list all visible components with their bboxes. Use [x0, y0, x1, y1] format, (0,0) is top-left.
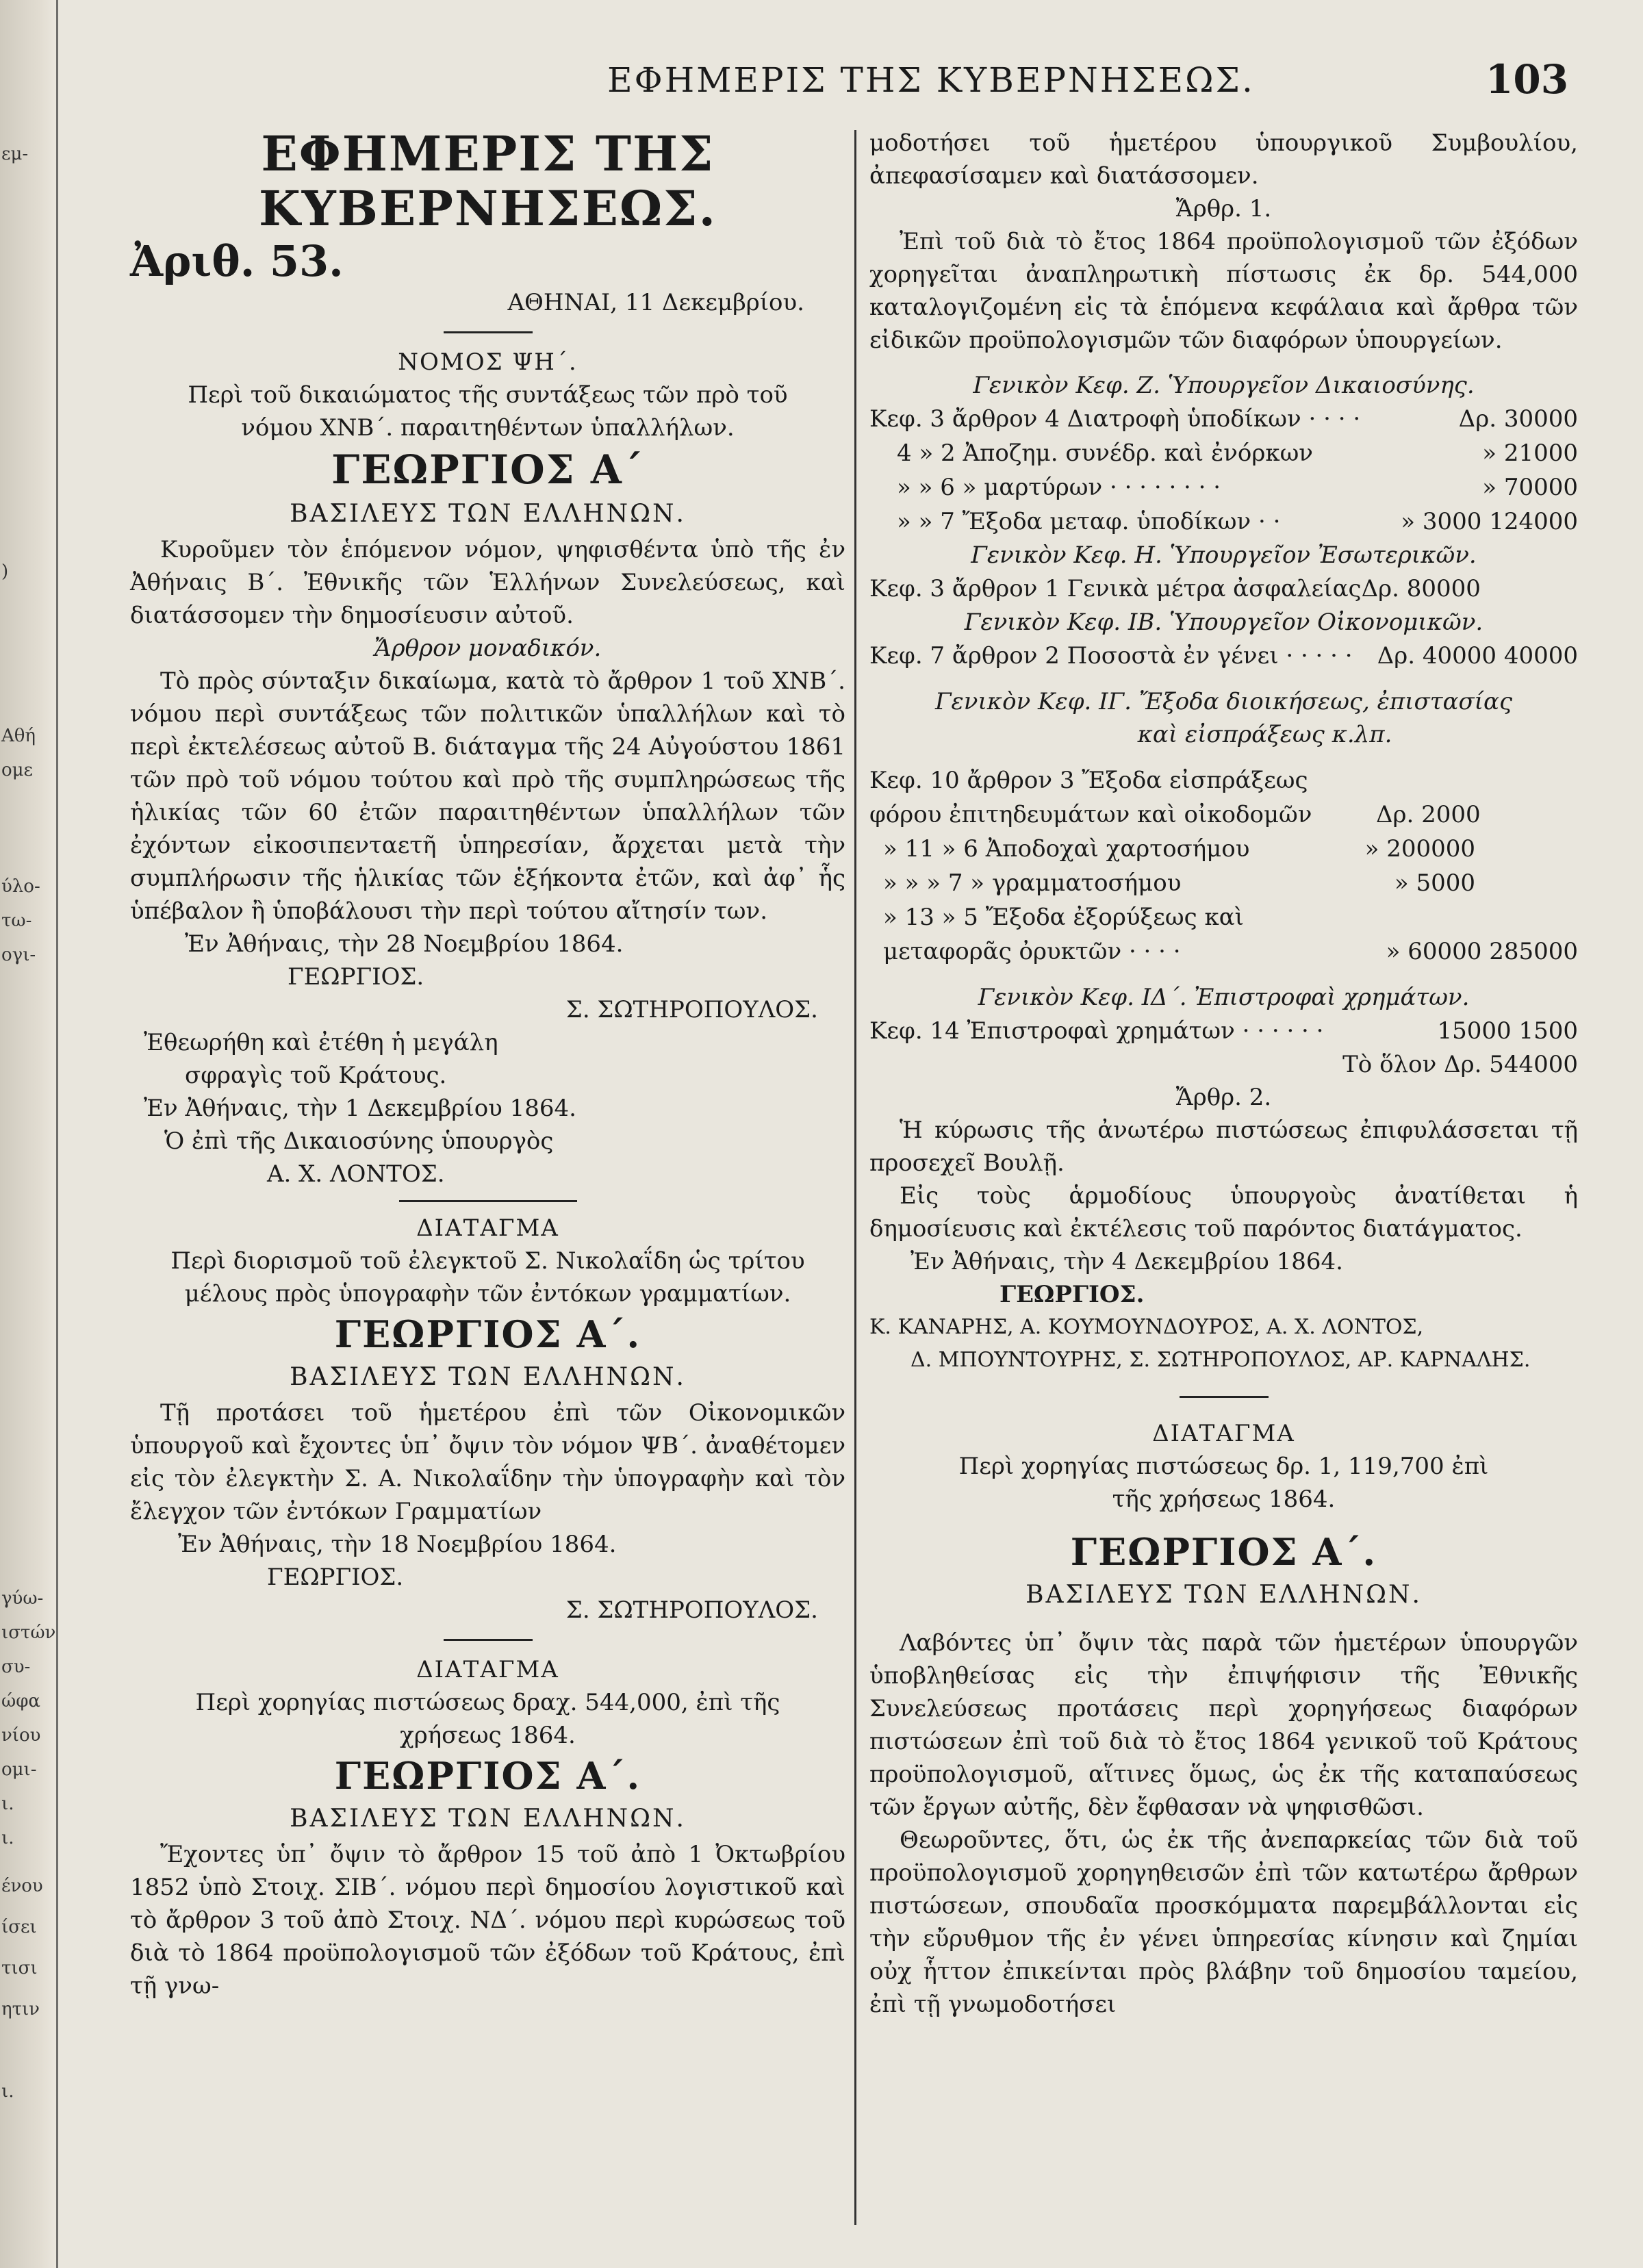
page-number: 103: [1486, 56, 1569, 103]
kings-of-heading: ΒΑΣΙΛΕΥΣ ΤΩΝ ΕΛΛΗΝΩΝ.: [1026, 1581, 1422, 1609]
decree1-date: Ἐν Ἀθήναις, τὴν 18 Νοεμβρίου 1864.: [178, 1531, 617, 1558]
seal-date: Ἐν Ἀθήναις, τὴν 1 Δεκεμβρίου 1864.: [144, 1095, 576, 1122]
decree2-text-part2: μοδοτήσει τοῦ ἡμετέρου ὑπουργικοῦ Συμβουλίου, ἀπεφασίσαμεν καὶ διατάσσομεν.: [869, 129, 1578, 190]
budget-row: [869, 470, 1578, 505]
gutter-fragment: γύω-: [1, 1588, 44, 1609]
left-column: [130, 127, 845, 2002]
article-heading: Ἄρθρ. 2.: [1175, 1084, 1272, 1111]
gutter-fragment: ι.: [1, 1828, 14, 1848]
article-text: Ἡ κύρωσις τῆς ἀνωτέρω πιστώσεως ἐπιφυλάσσεται τῇ προσεχεῖ Βουλῇ.: [869, 1117, 1578, 1177]
budget-row-label: » 13 » 5 Ἔξοδα ἐξορύξεως καὶ μεταφορᾶς ὀρυκτῶν · · · ·: [883, 904, 1244, 965]
seal-note: σφραγὶς τοῦ Κράτους.: [185, 1062, 447, 1089]
budget-row-label: 4 » 2 Ἀποζημ. συνέδρ. καὶ ἐνόρκων: [897, 439, 1313, 467]
decree1-subject: Περὶ διορισμοῦ τοῦ ἐλεγκτοῦ Σ. Νικολαΐδη ὡς τρίτου μέλους πρὸς ὑπογραφὴν τῶν ἐντόκων γραμματίων.: [170, 1247, 805, 1308]
king-heading: ΓΕΩΡΓΙΟΣ Α΄.: [1070, 1530, 1377, 1574]
budget-row: [869, 572, 1578, 606]
budget-row-value: » 70000: [1482, 474, 1578, 501]
law-subject: Περὶ τοῦ δικαιώματος τῆς συντάξεως τῶν πρὸ τοῦ νόμου ΧΝΒ΄. παραιτηθέντων ὑπαλλήλων.: [188, 381, 788, 442]
gutter-fragment: νίου: [1, 1725, 41, 1746]
law-date: Ἐν Ἀθήναις, τὴν 28 Νοεμβρίου 1864.: [185, 930, 624, 958]
gutter-fragment: ώφα: [1, 1691, 40, 1711]
kings-of-heading: ΒΑΣΙΛΕΥΣ ΤΩΝ ΕΛΛΗΝΩΝ.: [290, 500, 686, 528]
gutter-fragment: ίσει: [1, 1917, 37, 1937]
budget-row: [869, 639, 1578, 673]
masthead-title: ΕΦΗΜΕΡΙΣ ΤΗΣ ΚΥΒΕΡΝΗΣΕΩΣ.: [258, 125, 717, 237]
decree2-text-part1: Ἔχοντες ὑπ᾿ ὄψιν τὸ ἄρθρον 15 τοῦ ἀπὸ 1 Ὀκτωβρίου 1852 ὑπὸ Στοιχ. ΣΙΒ΄. νόμου περὶ δημοσίου λογιστικοῦ καὶ τὸ ἄρθρον 3 τοῦ ἀπὸ Στοιχ. ΝΔ΄. νόμου περὶ κυρώσεως τοῦ διὰ τὸ 1864 προϋπολογισμοῦ τῶν ἐξόδων τοῦ Κράτους, ἐπὶ τῇ γνω-: [130, 1841, 845, 2000]
budget-row-label: Κεφ. 3 ἄρθρον 1 Γενικὰ μέτρα ἀσφαλείας: [869, 575, 1362, 602]
budget-row: [869, 832, 1578, 866]
budget-row-label: Κεφ. 3 ἄρθρον 4 Διατροφὴ ὑποδίκων · · · ·: [869, 405, 1361, 433]
adjacent-page-gutter: [0, 0, 58, 2268]
decree3-subject: Περὶ χορηγίας πιστώσεως δρ. 1, 119,700 ἐπὶ τῆς χρήσεως 1864.: [958, 1453, 1489, 1513]
gutter-fragment: Αθή: [1, 726, 36, 746]
budget-row-label: Κεφ. 7 ἄρθρον 2 Ποσοστὰ ἐν γένει · · · · ·: [869, 642, 1353, 670]
gutter-fragment: ογι-: [1, 945, 36, 965]
king-heading: ΓΕΩΡΓΙΟΣ Α΄.: [334, 1312, 641, 1356]
right-column: [869, 127, 1578, 2021]
dateline: ΑΘΗΝΑΙ, 11 Δεκεμβρίου.: [507, 289, 804, 316]
budget-row-value: Δρ. 80000: [1361, 575, 1481, 602]
law-signature-king: ΓΕΩΡΓΙΟΣ.: [288, 963, 424, 991]
decree3-text: Λαβόντες ὑπ᾿ ὄψιν τὰς παρὰ τῶν ἡμετέρων ὑπουργῶν ὑποβληθείσας εἰς τὴν ἐπιψήφισιν τῆς Ἐθνικῆς Συνελεύσεως προτάσεις περὶ χορηγήσεως διαφόρων πιστώσεων ἐπὶ τοῦ διὰ τὸ ἔτος 1864 γενικοῦ τοῦ Κράτους προϋπολογισμοῦ, αἵτινες ὅμως, ὡς ἐκ τῆς καταπαύσεως τῶν ἔργων αὐτῆς, δὲν ἔφθασαν νὰ ψηφισθῶσι.: [869, 1629, 1578, 1821]
seal-minister-title: Ὁ ἐπὶ τῆς Δικαιοσύνης ὑπουργὸς: [164, 1127, 554, 1155]
budget-group-title: Γενικὸν Κεφ. ΙΓ. Ἔξοδα διοικήσεως, ἐπιστασίας: [934, 688, 1513, 715]
article-text: Εἰς τοὺς ἁρμοδίους ὑπουργοὺς ἀνατίθεται ἡ δημοσίευσις καὶ ἐκτέλεσις τοῦ παρόντος διατάγματος.: [869, 1182, 1578, 1243]
divider: [444, 1639, 533, 1641]
budget-row-value: » 3000 124000: [1401, 508, 1578, 535]
decree3-heading: ΔΙΑΤΑΓΜΑ: [1152, 1420, 1295, 1447]
budget-row-value: Δρ. 40000 40000: [1377, 642, 1578, 670]
gutter-fragment: ητιν: [1, 1999, 40, 2019]
gutter-fragment: συ-: [1, 1657, 31, 1677]
budget-row: [869, 436, 1578, 470]
budget-group-title: καὶ εἰσπράξεως κ.λπ.: [1137, 721, 1392, 748]
running-head: ΕΦΗΜΕΡΙΣ ΤΗΣ ΚΥΒΕΡΝΗΣΕΩΣ.: [607, 60, 1255, 100]
budget-group-title: Γενικὸν Κεφ. Ζ. Ὑπουργεῖον Δικαιοσύνης.: [973, 372, 1475, 399]
article-heading: Ἄρθρ. 1.: [1175, 195, 1272, 222]
kings-of-heading: ΒΑΣΙΛΕΥΣ ΤΩΝ ΕΛΛΗΝΩΝ.: [290, 1805, 686, 1833]
decree2-date: Ἐν Ἀθήναις, τὴν 4 Δεκεμβρίου 1864.: [910, 1248, 1343, 1275]
gutter-fragment: ): [1, 561, 9, 582]
decree1-signature-king: ΓΕΩΡΓΙΟΣ.: [267, 1564, 404, 1591]
law-signature-minister: Σ. ΣΩΤΗΡΟΠΟΥΛΟΣ.: [565, 996, 818, 1023]
gutter-fragment: ιστών: [1, 1622, 56, 1643]
gutter-fragment: ομι-: [1, 1759, 37, 1780]
gutter-fragment: ι.: [1, 2081, 14, 2102]
budget-row-value: Δρ. 2000: [1376, 801, 1481, 828]
decree1-signature-minister: Σ. ΣΩΤΗΡΟΠΟΥΛΟΣ.: [565, 1596, 818, 1624]
article-text: Ἐπὶ τοῦ διὰ τὸ ἔτος 1864 προϋπολογισμοῦ τῶν ἐξόδων χορηγεῖται ἀναπληρωτικὴ πίστωσις ἐκ δρ. 544,000 καταλογιζομένη εἰς τὰ ἑπόμενα κεφάλαια καὶ ἄρθρα τῶν εἰδικῶν προϋπολογισμῶν τῶν διαφόρων ὑπουργείων.: [869, 228, 1578, 354]
budget-row-label: » 11 » 6 Ἀποδοχαὶ χαρτοσήμου: [883, 835, 1250, 863]
decree2-ministers: Κ. ΚΑΝΑΡΗΣ, Α. ΚΟΥΜΟΥΝΔΟΥΡΟΣ, Α. Χ. ΛΟΝΤΟΣ,: [869, 1315, 1424, 1339]
budget-row-value: » 5000: [1394, 869, 1475, 897]
decree2-heading: ΔΙΑΤΑΓΜΑ: [416, 1656, 559, 1683]
gutter-fragment: εμ-: [1, 144, 29, 164]
issue-number: Ἀριθ. 53.: [130, 236, 344, 286]
budget-row-label: » » 6 » μαρτύρων · · · · · · · ·: [897, 474, 1221, 501]
seal-note: Ἐθεωρήθη καὶ ἐτέθη ἡ μεγάλη: [144, 1029, 498, 1056]
budget-row-label: » » » 7 » γραμματοσήμου: [883, 869, 1182, 897]
budget-row: [869, 900, 1578, 969]
law-article-text: Τὸ πρὸς σύνταξιν δικαίωμα, κατὰ τὸ ἄρθρον 1 τοῦ ΧΝΒ΄. νόμου περὶ συντάξεως τῶν πολιτικῶν ὑπαλλήλων καὶ τὸ περὶ ἐκτελέσεως αὐτοῦ Β. διάταγμα τῆς 24 Αὐγούστου 1861 τῶν πρὸ τοῦ νόμου τούτου καὶ πρὸ τῆς συμπληρώσεως τῆς ἡλικίας τῶν 60 ἐτῶν παραιτηθέντων ὑπαλλήλων τῶν ἐχόντων εἰκοσιπενταετῆ ὑπηρεσίαν, ἄρχεται μετὰ τὴν συμπλήρωσιν τῆς ἡλικίας τῶν ἑξήκοντα ἐτῶν, καὶ ἀφ᾿ ἧς ὑπέβαλον ἢ ὑποβάλουσι τὴν περὶ τούτου αἴτησίν των.: [130, 667, 845, 925]
law-enactment: Κυροῦμεν τὸν ἑπόμενον νόμον, ψηφισθέντα ὑπὸ τῆς ἐν Ἀθήναις Β΄. Ἐθνικῆς τῶν Ἑλλήνων Συνελεύσεως, καὶ διατάσσομεν τὴν δημοσίευσιν αὐτοῦ.: [130, 536, 845, 629]
page-edge-line: [56, 0, 58, 2268]
budget-row-value: » 60000 285000: [1386, 938, 1578, 965]
gutter-fragment: ι.: [1, 1794, 14, 1814]
budget-row: [869, 763, 1578, 832]
divider: [399, 1200, 577, 1202]
budget-row: [869, 1014, 1578, 1048]
column-divider: [854, 130, 856, 2225]
kings-of-heading: ΒΑΣΙΛΕΥΣ ΤΩΝ ΕΛΛΗΝΩΝ.: [290, 1363, 686, 1391]
budget-row: [869, 402, 1578, 436]
gutter-fragment: τισι: [1, 1958, 38, 1978]
budget-row-value: Δρ. 30000: [1458, 405, 1578, 433]
budget-row-value: » 21000: [1482, 439, 1578, 467]
budget-row-value: 15000 1500: [1437, 1017, 1578, 1045]
budget-row-label: Κεφ. 14 Ἐπιστροφαὶ χρημάτων · · · · · ·: [869, 1017, 1324, 1045]
budget-row: [869, 505, 1578, 539]
decree3-text: Θεωροῦντες, ὅτι, ὡς ἐκ τῆς ἀνεπαρκείας τῶν διὰ τοῦ προϋπολογισμοῦ χορηγηθεισῶν ἐπὶ τῶν κατωτέρω ἄρθρων πιστώσεων, σπουδαῖα προσκόμματα παρεμβάλλονται εἰς τὴν εὔρυθμον τῆς ἐν γένει ὑπηρεσίας κίνησιν καὶ ζημίαι οὐχ ἧττον ἐπικείνται πρὸς βλάβην τοῦ δημοσίου ταμείου, ἐπὶ τῇ γνωμοδοτήσει: [869, 1826, 1578, 2018]
budget-group-title: Γενικὸν Κεφ. ΙΔ΄. Ἐπιστροφαὶ χρημάτων.: [978, 984, 1470, 1011]
budget-total: Τὸ ὅλον Δρ. 544000: [1342, 1051, 1578, 1078]
divider: [1180, 1396, 1269, 1398]
gutter-fragment: τω-: [1, 910, 32, 931]
king-heading: ΓΕΩΡΓΙΟΣ Α΄.: [334, 1754, 641, 1798]
budget-group-title: Γενικὸν Κεφ. ΙΒ. Ὑπουργεῖον Οἰκονομικῶν.: [964, 609, 1483, 636]
gutter-fragment: ένου: [1, 1876, 43, 1896]
gutter-fragment: ύλο-: [1, 876, 40, 897]
king-heading: ΓΕΩΡΓΙΟΣ Α΄: [331, 446, 644, 493]
decree1-heading: ΔΙΑΤΑΓΜΑ: [416, 1214, 559, 1242]
budget-row: [869, 866, 1578, 900]
budget-row-label: Κεφ. 10 ἄρθρον 3 Ἔξοδα εἰσπράξεως φόρου ἐπιτηδευμάτων καὶ οἰκοδομῶν: [869, 767, 1312, 828]
gutter-fragment: ομε: [1, 760, 34, 780]
budget-group-title: Γενικὸν Κεφ. Η. Ὑπουργεῖον Ἐσωτερικῶν.: [971, 541, 1477, 569]
budget-row-label: » » 7 Ἔξοδα μεταφ. ὑποδίκων · ·: [897, 508, 1281, 535]
divider: [444, 331, 533, 333]
seal-minister-name: Α. Χ. ΛΟΝΤΟΣ.: [267, 1160, 445, 1188]
decree2-ministers: Δ. ΜΠΟΥΝΤΟΥΡΗΣ, Σ. ΣΩΤΗΡΟΠΟΥΛΟΣ, ΑΡ. ΚΑΡΝΑΛΗΣ.: [910, 1348, 1531, 1372]
gazette-page: [130, 0, 1581, 2268]
decree1-text: Τῇ προτάσει τοῦ ἡμετέρου ἐπὶ τῶν Οἰκονομικῶν ὑπουργοῦ καὶ ἔχοντες ὑπ᾿ ὄψιν τὸν νόμον ΨΒ΄. ἀναθέτομεν εἰς τὸν ἐλεγκτὴν Σ. Α. Νικολαΐδην τὴν ὑπογραφὴν καὶ τὸν ἔλεγχον τῶν ἐντόκων Γραμματίων: [130, 1399, 845, 1525]
decree2-subject: Περὶ χορηγίας πιστώσεως δραχ. 544,000, ἐπὶ τῆς χρήσεως 1864.: [195, 1689, 780, 1749]
law-heading: ΝΟΜΟΣ ΨΗ΄.: [398, 348, 578, 376]
budget-row-value: » 200000: [1364, 835, 1475, 863]
article-heading: Ἄρθρον μοναδικόν.: [374, 635, 602, 662]
decree2-signature-king: ΓΕΩΡΓΙΟΣ.: [999, 1281, 1145, 1308]
